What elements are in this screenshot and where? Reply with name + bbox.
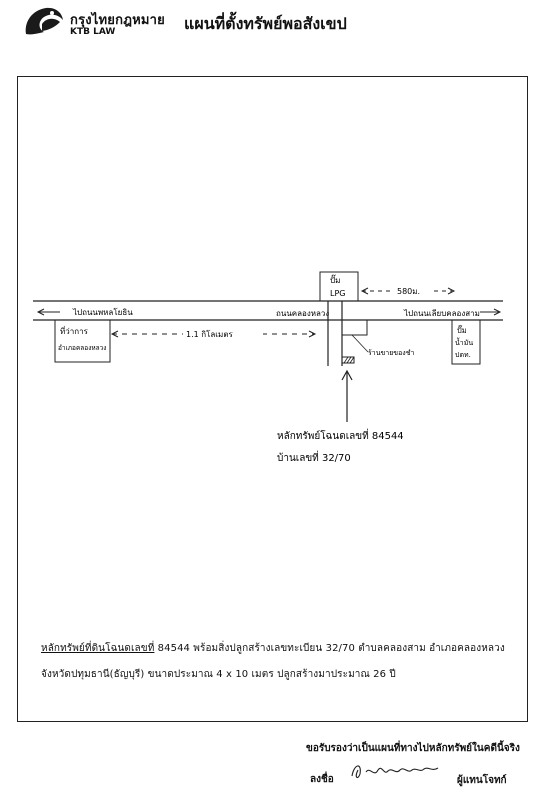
brand-name-english: KTB LAW bbox=[70, 27, 116, 37]
description-line-1-text: 84544 พร้อมสิ่งปลูกสร้างเลขทะเบียน 32/70 ตำบลคลองสาม อำเภอคลองหลวง bbox=[154, 643, 505, 654]
description-line-2: จังหวัดปทุมธานี(ธัญบุรี) ขนาดประมาณ 4 x 10 เมตร ปลูกสร้างมาประมาณ 26 ปี bbox=[41, 669, 396, 680]
brand-name-thai: กรุงไทยกฎหมาย bbox=[70, 13, 165, 28]
signer-role: ผู้แทนโจทก์ bbox=[457, 775, 507, 786]
right-direction-label: ไปถนนเลียบคลองสาม bbox=[404, 309, 480, 318]
road-name-label: ถนนคลองหลวง bbox=[276, 309, 330, 318]
deed-note-label: หลักทรัพย์โฉนดเลขที่ 84544 bbox=[277, 431, 404, 442]
gas-station-line1: ปั๊ม bbox=[330, 276, 341, 285]
left-direction-label: ไปถนนพหลโยธิน bbox=[73, 308, 133, 317]
description-line-1 bbox=[41, 641, 505, 656]
district-office-line2: อำเภอคลองหลวง bbox=[58, 344, 107, 352]
ptt-station-line3: ปตท. bbox=[455, 351, 471, 359]
gas-station-line2: LPG bbox=[330, 289, 346, 298]
description-label: หลักทรัพย์ที่ดินโฉนดเลขที่ bbox=[41, 643, 155, 654]
property-shop-label: ร้านขายของชำ bbox=[368, 349, 415, 357]
ptt-station-line2: น้ำมัน bbox=[455, 339, 474, 347]
ptt-station-line1: ปั๊ม bbox=[457, 326, 467, 335]
house-number-label: บ้านเลขที่ 32/70 bbox=[277, 453, 351, 464]
district-office-line1: ที่ว่าการ bbox=[60, 327, 88, 336]
property-building bbox=[342, 320, 367, 335]
signature-image bbox=[348, 758, 448, 784]
gas-distance-label: 580ม. bbox=[397, 287, 421, 296]
distance-main-label: 1.1 กิโลเมตร bbox=[186, 330, 233, 339]
page-title: แผนที่ตั้งทรัพย์พอสังเขป bbox=[184, 14, 347, 33]
certification-text: ขอรับรองว่าเป็นแผนที่ทางไปหลักทรัพย์ในคดีนี้จริง bbox=[306, 743, 520, 754]
sign-label: ลงชื่อ bbox=[310, 774, 334, 785]
